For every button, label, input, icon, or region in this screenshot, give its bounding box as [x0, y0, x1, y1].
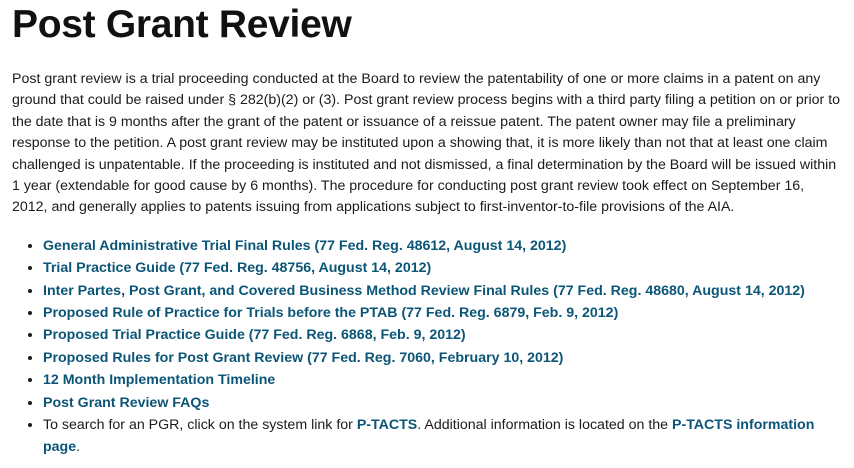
link-implementation-timeline[interactable]: 12 Month Implementation Timeline — [43, 372, 276, 389]
search-text-middle: . Additional information is located on the — [417, 417, 672, 434]
page-title: Post Grant Review — [12, 3, 352, 46]
list-item — [43, 347, 854, 369]
link-ipr-pgr-cbm-final-rules[interactable]: Inter Partes, Post Grant, and Covered Business Method Review Final Rules (77 Fed. Reg. 48680, August 14, 2012) — [43, 282, 805, 299]
link-trial-practice-guide[interactable]: Trial Practice Guide (77 Fed. Reg. 48756, August 14, 2012) — [43, 260, 432, 277]
resource-link-list — [12, 235, 854, 458]
list-item — [43, 257, 854, 279]
list-item — [43, 392, 854, 414]
list-item — [43, 369, 854, 391]
link-pgr-faqs[interactable]: Post Grant Review FAQs — [43, 394, 210, 411]
link-general-administrative-trial-final-rules[interactable]: General Administrative Trial Final Rules (77 Fed. Reg. 48612, August 14, 2012) — [43, 237, 567, 254]
list-item — [43, 302, 854, 324]
list-item — [43, 235, 854, 257]
link-proposed-rules-pgr[interactable]: Proposed Rules for Post Grant Review (77 Fed. Reg. 7060, February 10, 2012) — [43, 349, 564, 366]
link-proposed-rule-of-practice[interactable]: Proposed Rule of Practice for Trials before the PTAB (77 Fed. Reg. 6879, Feb. 9, 2012) — [43, 305, 619, 322]
link-proposed-trial-practice-guide[interactable]: Proposed Trial Practice Guide (77 Fed. Reg. 6868, Feb. 9, 2012) — [43, 327, 466, 344]
list-item-search-info — [43, 414, 854, 458]
intro-paragraph: Post grant review is a trial proceeding conducted at the Board to review the patentability of one or more claims in a patent on any ground that could be raised under § 282(b)(2) or (3). Post grant review process begins with a third party filing a petition on or prior to the date that is 9 months after the grant of the patent or issuance of a reissue patent. The patent owner may file a preliminary response to the petition. A post grant review may be instituted upon a showing that, it is more likely than not that at least one claim challenged is unpatentable. If the proceeding is instituted and not dismissed, a final determination by the Board will be issued within 1 year (extendable for good cause by 6 months). The procedure for conducting post grant review took effect on September 16, 2012, and generally applies to patents issuing from applications subject to first-inventor-to-file provisions of the AIA. — [12, 71, 841, 216]
link-p-tacts[interactable]: P-TACTS — [356, 417, 418, 434]
search-text-prefix: To search for an PGR, click on the system link for — [43, 417, 357, 434]
search-text-suffix: . — [76, 438, 81, 455]
list-item — [43, 280, 854, 302]
list-item — [43, 324, 854, 346]
link-p-tacts-information-page[interactable]: P-TACTS information page — [43, 417, 815, 455]
